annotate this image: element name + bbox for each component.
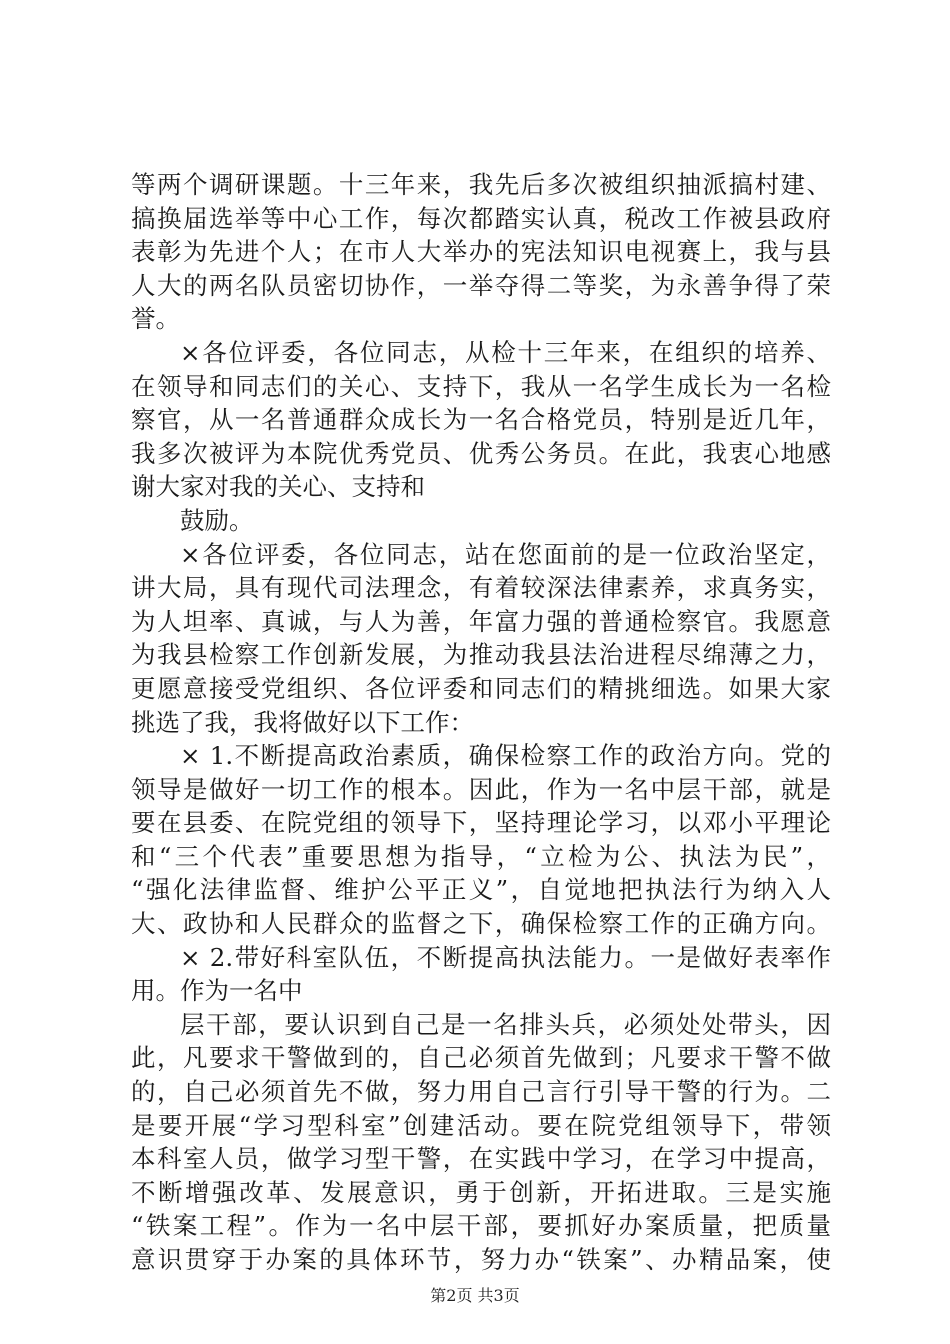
text-line: × 2.带好科室队伍，不断提高执法能力。一是做好表率作	[180, 942, 831, 972]
text-line: 挑选了我，我将做好以下工作：	[131, 707, 474, 737]
text-line: ×各位评委，各位同志，从检十三年来，在组织的培养、	[180, 337, 831, 367]
text-line: 是要开展“学习型科室”创建活动。要在院党组领导下，带领	[131, 1110, 831, 1140]
text-line: 的，自己必须首先不做，努力用自己言行引导干警的行为。二	[131, 1077, 831, 1107]
text-line: “铁案工程”。作为一名中层干部，要抓好办案质量，把质量	[131, 1211, 831, 1241]
text-line: ×各位评委，各位同志，站在您面前的是一位政治坚定，	[180, 539, 831, 569]
text-line: 不断增强改革、发展意识，勇于创新，开拓进取。三是实施	[131, 1177, 831, 1207]
text-line: 在领导和同志们的关心、支持下，我从一名学生成长为一名检	[131, 371, 831, 401]
text-line: 和“三个代表”重要思想为指导，“立检为公、执法为民”，	[131, 841, 831, 871]
text-line: 为人坦率、真诚，与人为善，年富力强的普通检察官。我愿意	[131, 606, 831, 636]
text-line: 要在县委、在院党组的领导下，坚持理论学习，以邓小平理论	[131, 808, 831, 838]
text-line: 大、政协和人民群众的监督之下，确保检察工作的正确方向。	[131, 909, 831, 939]
text-line: 领导是做好一切工作的根本。因此，作为一名中层干部，就是	[131, 774, 831, 804]
text-line: 人大的两名队员密切协作，一举夺得二等奖，为永善争得了荣	[131, 270, 831, 300]
text-line: 讲大局，具有现代司法理念，有着较深法律素养，求真务实，	[131, 573, 831, 603]
text-line: 表彰为先进个人；在市人大举办的宪法知识电视赛上，我与县	[131, 237, 831, 267]
text-line: 层干部，要认识到自己是一名排头兵，必须处处带头，因	[180, 1009, 831, 1039]
text-line: 搞换届选举等中心工作，每次都踏实认真，税改工作被县政府	[131, 203, 831, 233]
text-line: 更愿意接受党组织、各位评委和同志们的精挑细选。如果大家	[131, 673, 831, 703]
text-line: 谢大家对我的关心、支持和	[131, 472, 425, 502]
text-line: 为我县检察工作创新发展，为推动我县法治进程尽绵薄之力，	[131, 640, 831, 670]
text-line: 此，凡要求干警做到的，自己必须首先做到；凡要求干警不做	[131, 1043, 831, 1073]
text-line: “强化法律监督、维护公平正义”，自觉地把执法行为纳入人	[131, 875, 831, 905]
page-footer	[0, 1286, 950, 1306]
text-line: 察官，从一名普通群众成长为一名合格党员，特别是近几年，	[131, 405, 831, 435]
text-line: × 1.不断提高政治素质，确保检察工作的政治方向。党的	[180, 741, 831, 771]
text-line: 鼓励。	[180, 505, 254, 535]
body-text	[131, 168, 831, 1277]
page-number: 第2页 共3页	[430, 1286, 520, 1305]
text-line: 本科室人员，做学习型干警，在实践中学习，在学习中提高，	[131, 1144, 831, 1174]
text-line: 用。作为一名中	[131, 976, 303, 1006]
text-line: 誉。	[131, 304, 180, 334]
text-line: 我多次被评为本院优秀党员、优秀公务员。在此，我衷心地感	[131, 438, 831, 468]
text-line: 意识贯穿于办案的具体环节，努力办“铁案”、办精品案，使	[131, 1245, 831, 1274]
text-line: 等两个调研课题。十三年来，我先后多次被组织抽派搞村建、	[131, 170, 831, 199]
